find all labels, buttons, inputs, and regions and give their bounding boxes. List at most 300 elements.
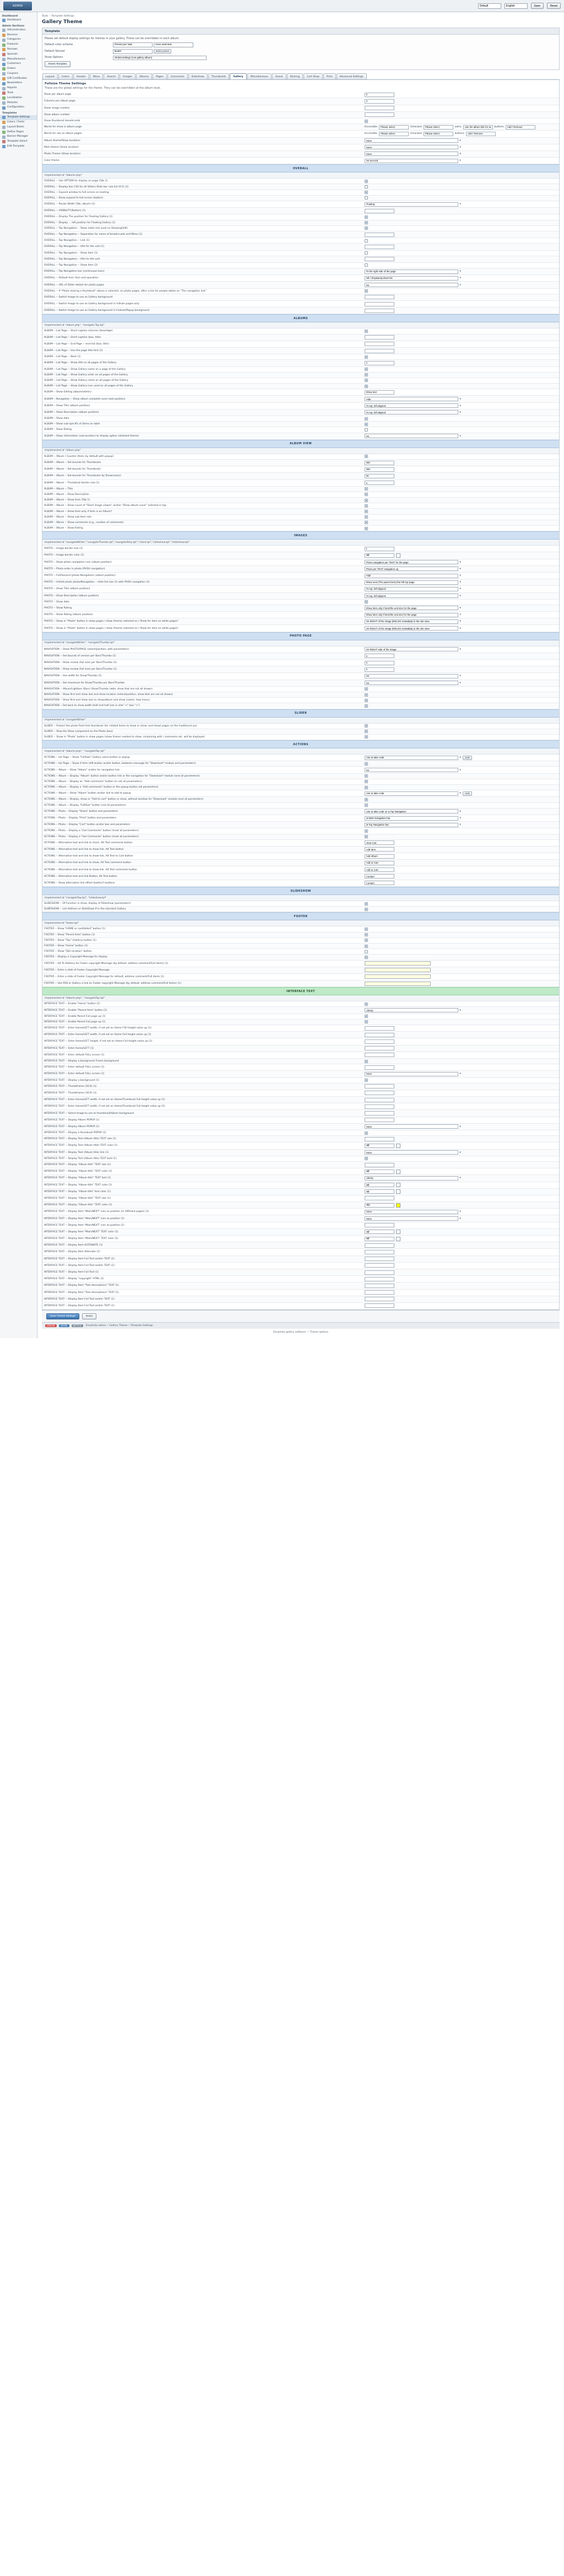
- section-9-setting-7-label: INTERFACE TEXT -- Enter Home/LEFT (1): [42, 1045, 363, 1052]
- main-setting-3-input[interactable]: [365, 112, 394, 117]
- section-3-setting-7-select[interactable]: [365, 594, 458, 598]
- section-0-setting-16-label: OVERALL -- Default font, face and operation: [42, 275, 363, 282]
- section-9-setting-0-checkbox[interactable]: [365, 1003, 368, 1006]
- main-setting-5-sub-input-3[interactable]: [506, 125, 535, 130]
- section-0-setting-6-checkbox[interactable]: [365, 215, 368, 219]
- section-4-setting-1-input[interactable]: [365, 654, 394, 658]
- tab-comments[interactable]: Comments: [167, 73, 188, 79]
- section-9-setting-26-input[interactable]: [365, 1170, 394, 1174]
- section-9-setting-22-color-swatch[interactable]: [396, 1144, 400, 1148]
- main-setting-2-input[interactable]: [365, 106, 394, 110]
- section-1-setting-15-checkbox[interactable]: [365, 423, 368, 426]
- sidebar-item-define-pages[interactable]: [0, 130, 37, 134]
- sidebar-item-newsletters[interactable]: [0, 81, 37, 86]
- sidebar-item-reviews[interactable]: [0, 47, 37, 52]
- tab-thumbnails[interactable]: Thumbnails: [208, 73, 230, 79]
- section-9-setting-10-input[interactable]: [365, 1065, 394, 1070]
- section-2-setting-11-checkbox[interactable]: [365, 521, 368, 524]
- tab-menu[interactable]: Menu: [90, 73, 104, 79]
- section-3-setting-6-select[interactable]: [365, 587, 458, 591]
- reset-template-button[interactable]: Reset Template: [45, 61, 70, 67]
- sidebar-item-template-select[interactable]: [0, 139, 37, 144]
- section-5-setting-0-checkbox[interactable]: [365, 724, 368, 727]
- section-9-setting-15-cell: [363, 1097, 559, 1103]
- section-9-setting-11-select[interactable]: [365, 1072, 458, 1076]
- main-setting-5-sub-input-0[interactable]: [379, 125, 409, 130]
- topbar-save-button[interactable]: Save: [531, 3, 544, 9]
- section-3-setting-5-select[interactable]: [365, 580, 458, 585]
- section-9-setting-28-input[interactable]: [365, 1183, 394, 1187]
- main-setting-5-sub-input-2[interactable]: [463, 125, 493, 130]
- section-4-setting-9-checkbox[interactable]: [365, 704, 368, 708]
- section-6-setting-0-select[interactable]: [365, 756, 458, 760]
- section-1-setting-1-input[interactable]: [365, 335, 394, 339]
- section-0-setting-7-checkbox[interactable]: [365, 221, 368, 224]
- section-0-setting-1-checkbox[interactable]: [365, 185, 368, 188]
- tab-sharing[interactable]: Sharing: [287, 73, 303, 79]
- section-6-setting-6-extra-button[interactable]: code: [463, 791, 472, 796]
- section-0-setting-9-input[interactable]: [365, 233, 394, 237]
- section-9-setting-29-color-swatch[interactable]: [396, 1189, 400, 1194]
- section-3-setting-4-cell: [363, 572, 559, 579]
- section-7-setting-0-checkbox[interactable]: [365, 902, 368, 906]
- main-setting-8-select[interactable]: [365, 145, 458, 149]
- section-0-setting-3-checkbox[interactable]: [365, 196, 368, 200]
- section-4-setting-3-label: NAVIGATION -- Show review (full size) per Bars/Thumbs (1): [42, 666, 363, 673]
- section-1-setting-3-input[interactable]: [365, 349, 394, 353]
- settings-row: [42, 1083, 559, 1090]
- chevron-down-icon: ▾: [459, 203, 461, 206]
- section-6-setting-0-extra-button[interactable]: code: [463, 756, 472, 760]
- main-setting-6-label: Words for use on album pages: [42, 131, 363, 137]
- section-3-setting-3-select[interactable]: [365, 567, 458, 571]
- section-9-setting-25-input[interactable]: [365, 1163, 394, 1167]
- section-9-setting-18-control: [365, 1118, 557, 1122]
- settings-row: [42, 612, 559, 618]
- sidebar-item-template-settings[interactable]: [0, 115, 37, 120]
- section-1-setting-12-select[interactable]: [365, 403, 458, 408]
- section-3-setting-12-select[interactable]: [365, 626, 458, 630]
- section-9-setting-16-input[interactable]: [365, 1104, 394, 1109]
- section-8-setting-5-checkbox[interactable]: [365, 956, 368, 959]
- section-0-setting-8-checkbox[interactable]: [365, 227, 368, 230]
- section-3-setting-0-input[interactable]: [365, 547, 394, 551]
- section-6-setting-2-select[interactable]: [365, 768, 458, 772]
- section-2-setting-4-input[interactable]: [365, 481, 394, 485]
- section-5-setting-2-checkbox[interactable]: [365, 735, 368, 739]
- section-0-setting-14-checkbox[interactable]: [365, 263, 368, 267]
- section-9-setting-9-checkbox[interactable]: [365, 1060, 368, 1063]
- section-2-setting-12-checkbox[interactable]: [365, 527, 368, 530]
- section-4-setting-0-select[interactable]: [365, 647, 458, 651]
- sidebar-item-categories[interactable]: [0, 37, 37, 42]
- section-9-setting-28-color-swatch[interactable]: [396, 1183, 400, 1187]
- default-color-scheme-select[interactable]: [113, 42, 153, 47]
- tab-header[interactable]: Header: [73, 73, 89, 79]
- section-0-setting-8-cell: [363, 225, 559, 231]
- show-options-select[interactable]: [113, 56, 207, 60]
- section-0-setting-18-checkbox[interactable]: [365, 289, 368, 293]
- sidebar-item-manufacturers[interactable]: [0, 57, 37, 62]
- section-9-setting-3-checkbox[interactable]: [365, 1020, 368, 1023]
- section-2-setting-1-input[interactable]: [365, 461, 394, 465]
- main-setting-5-sub-input-1[interactable]: [424, 125, 453, 130]
- section-3-setting-4-select[interactable]: [365, 574, 458, 578]
- main-setting-5-cell: [363, 124, 559, 131]
- section-9-setting-14-input[interactable]: [365, 1091, 394, 1095]
- section-1-setting-0-checkbox[interactable]: [365, 330, 368, 333]
- section-9-setting-4-cell: [363, 1025, 559, 1032]
- section-6-setting-9-select[interactable]: [365, 809, 458, 813]
- section-6-setting-4-checkbox[interactable]: [365, 780, 368, 783]
- section-6-setting-19-control: [365, 874, 557, 879]
- settings-row: [42, 150, 559, 157]
- sidebar-item-configuration[interactable]: [0, 105, 37, 110]
- section-9-setting-7-input[interactable]: [365, 1046, 394, 1050]
- section-3-setting-1-control: [365, 553, 557, 558]
- settings-row: [42, 1136, 559, 1143]
- section-6-setting-2-label: ACTIONS -- Album -- Show "Album" and/or for navigation link: [42, 767, 363, 773]
- section-4-setting-3-input[interactable]: [365, 667, 394, 672]
- section-9-setting-5-input[interactable]: [365, 1033, 394, 1037]
- section-9-setting-19-select[interactable]: [365, 1124, 458, 1129]
- main-setting-1-input[interactable]: [365, 99, 394, 104]
- section-2-setting-3-input[interactable]: [365, 474, 394, 478]
- section-1-setting-10-input[interactable]: [365, 390, 394, 395]
- section-0-setting-19-input[interactable]: [365, 295, 394, 299]
- section-8-setting-2-checkbox[interactable]: [365, 939, 368, 942]
- section-9-setting-43-input[interactable]: [365, 1284, 394, 1288]
- section-9-setting-27-select[interactable]: [365, 1176, 458, 1181]
- settings-row: [42, 389, 559, 396]
- section-9-setting-34-input[interactable]: [365, 1223, 394, 1227]
- settings-row: [42, 734, 559, 740]
- section-3-setting-1-color-swatch[interactable]: [396, 553, 400, 558]
- section-3-setting-4-control: [365, 574, 557, 578]
- section-9-setting-35-color-swatch[interactable]: [396, 1230, 400, 1234]
- section-2-setting-5-checkbox[interactable]: [365, 487, 368, 491]
- section-9-setting-39-input[interactable]: [365, 1257, 394, 1261]
- sidebar-item-colors-fonts[interactable]: [0, 120, 37, 125]
- tab-print[interactable]: Print: [323, 73, 336, 79]
- tab-cart-shop[interactable]: Cart Shop: [303, 73, 323, 79]
- main-setting-4-checkbox[interactable]: [365, 120, 368, 123]
- section-9-setting-21-input[interactable]: [365, 1137, 394, 1141]
- section-0-setting-13-cell: [363, 256, 559, 262]
- section-1-setting-14-checkbox[interactable]: [365, 417, 368, 421]
- section-9-setting-2-checkbox[interactable]: [365, 1015, 368, 1018]
- tab-miscellaneous[interactable]: Miscellaneous: [247, 73, 272, 79]
- sidebar-item-products[interactable]: [0, 42, 37, 47]
- section-6-setting-10-select[interactable]: [365, 816, 458, 821]
- section-1-setting-7-checkbox[interactable]: [365, 373, 368, 376]
- section-3-setting-1-input[interactable]: [365, 553, 394, 558]
- sidebar-item-coupons[interactable]: [0, 72, 37, 77]
- section-8-setting-1-checkbox[interactable]: [365, 933, 368, 936]
- section-2-setting-0-checkbox[interactable]: [365, 455, 368, 458]
- section-1-setting-4-checkbox[interactable]: [365, 355, 368, 359]
- section-6-setting-11-cell: [363, 822, 559, 828]
- main-setting-6-sub-input-0[interactable]: [379, 132, 409, 136]
- main-setting-9-select[interactable]: [365, 152, 458, 156]
- section-6-setting-19-cell: [363, 873, 559, 880]
- section-3-setting-10-select[interactable]: [365, 613, 458, 617]
- section-1-setting-13-select[interactable]: [365, 410, 458, 414]
- section-1-setting-9-checkbox[interactable]: [365, 385, 368, 388]
- section-4-setting-8-checkbox[interactable]: [365, 699, 368, 702]
- sidebar-item-specials[interactable]: [0, 52, 37, 57]
- topbar-lang-input[interactable]: [505, 3, 528, 9]
- reset-button[interactable]: Reset: [82, 1313, 97, 1319]
- section-1-setting-6-checkbox[interactable]: [365, 368, 368, 371]
- section-9-setting-24-checkbox[interactable]: [365, 1157, 368, 1160]
- section-6-setting-11-select[interactable]: [365, 823, 458, 827]
- section-0-setting-4-select[interactable]: [365, 202, 458, 207]
- section-4-setting-4-select[interactable]: [365, 674, 458, 678]
- section-1-setting-16-checkbox[interactable]: [365, 428, 368, 432]
- banner-icon: [2, 34, 6, 37]
- main-setting-6-sub-label-0: Accessible: [364, 132, 378, 136]
- section-4-setting-5-select[interactable]: [365, 681, 458, 685]
- section-3-setting-2-select[interactable]: [365, 560, 458, 564]
- section-0-setting-4-control: [365, 202, 557, 207]
- section-9-setting-20-checkbox[interactable]: [365, 1131, 368, 1135]
- section-6-setting-14-input[interactable]: [365, 840, 394, 845]
- section-9-setting-13-input[interactable]: [365, 1084, 394, 1088]
- tab-social[interactable]: Social: [272, 73, 286, 79]
- section-4-setting-9-label: NAVIGATION -- Set back to show width (half and half size in side "<" box ">"): [42, 703, 363, 709]
- section-6-setting-3-checkbox[interactable]: [365, 774, 368, 778]
- sidebar-item-administrators[interactable]: [0, 28, 37, 33]
- section-1-setting-11-select[interactable]: [365, 397, 458, 401]
- section-9-setting-42-input[interactable]: [365, 1277, 394, 1281]
- sidebar-item-localization[interactable]: [0, 96, 37, 101]
- section-9-setting-33-select[interactable]: [365, 1216, 458, 1221]
- section-3-setting-9-select[interactable]: [365, 606, 458, 610]
- section-6-setting-13-checkbox[interactable]: [365, 835, 368, 838]
- section-3-setting-11-select[interactable]: [365, 619, 458, 624]
- section-9-setting-23-select[interactable]: [365, 1150, 458, 1155]
- section-9-setting-37-input[interactable]: [365, 1243, 394, 1248]
- section-0-setting-11-input[interactable]: [365, 245, 394, 249]
- section-7-setting-1-checkbox[interactable]: [365, 908, 368, 911]
- sidebar-item-edit-template[interactable]: [0, 144, 37, 149]
- tab-gallery[interactable]: Gallery: [230, 73, 246, 79]
- sidebar-item-layout-boxes[interactable]: [0, 125, 37, 130]
- section-4-setting-5-cell: [363, 680, 559, 686]
- section-9-setting-18-input[interactable]: [365, 1118, 394, 1122]
- settings-row: [42, 466, 559, 473]
- section-8-setting-9-input[interactable]: [365, 982, 431, 986]
- section-5-setting-1-checkbox[interactable]: [365, 730, 368, 733]
- section-9-setting-40-input[interactable]: [365, 1263, 394, 1268]
- section-6-setting-5-control: [365, 786, 557, 789]
- section-9-setting-8-input[interactable]: [365, 1053, 394, 1057]
- sidebar-item-reports[interactable]: [0, 86, 37, 91]
- main-setting-6-sub-input-2[interactable]: [466, 132, 496, 136]
- main-setting-10-select[interactable]: [365, 159, 458, 163]
- section-8-setting-0-checkbox[interactable]: [365, 928, 368, 931]
- section-0-setting-13-input[interactable]: [365, 257, 394, 261]
- tab-albums[interactable]: Albums: [136, 73, 152, 79]
- section-4-setting-2-input[interactable]: [365, 661, 394, 665]
- section-0-setting-7-cell: [363, 220, 559, 225]
- section-9-setting-6-input[interactable]: [365, 1039, 394, 1044]
- section-0-setting-0-checkbox[interactable]: [365, 180, 368, 183]
- section-9-setting-35-input[interactable]: [365, 1230, 394, 1234]
- sidebar-item-modules[interactable]: [0, 101, 37, 106]
- section-6-setting-12-checkbox[interactable]: [365, 829, 368, 833]
- section-2-setting-8-checkbox[interactable]: [365, 504, 368, 508]
- section-9-setting-29-input[interactable]: [365, 1189, 394, 1194]
- save-theme-settings-button[interactable]: Save Theme Settings: [46, 1313, 79, 1319]
- section-0-setting-5-input[interactable]: [365, 209, 394, 213]
- section-6-setting-7-checkbox[interactable]: [365, 798, 368, 801]
- section-0-setting-15-select[interactable]: [365, 270, 458, 274]
- section-6-setting-18-input[interactable]: [365, 867, 394, 872]
- section-0-setting-17-select[interactable]: [365, 283, 458, 287]
- section-9-setting-4-input[interactable]: [365, 1026, 394, 1031]
- section-6-setting-1-checkbox[interactable]: [365, 762, 368, 766]
- section-banner-2: ALBUM VIEW: [42, 440, 559, 448]
- section-4-setting-7-checkbox[interactable]: [365, 693, 368, 697]
- sidebar-item-label: Customers: [7, 62, 21, 66]
- sidebar-item-label: Coupons: [7, 72, 18, 75]
- section-9-setting-41-input[interactable]: [365, 1270, 394, 1275]
- section-9-setting-32-select[interactable]: [365, 1210, 458, 1214]
- section-0-setting-20-input[interactable]: [365, 302, 394, 306]
- section-8-setting-4-checkbox[interactable]: [365, 950, 368, 953]
- section-8-setting-8-input[interactable]: [365, 974, 431, 979]
- main-setting-6-sub-input-1[interactable]: [424, 132, 453, 136]
- tab-advanced-settings[interactable]: Advanced Settings: [337, 73, 367, 79]
- chevron-down-icon: ▾: [459, 810, 461, 813]
- section-9-setting-44-input[interactable]: [365, 1290, 394, 1295]
- section-6-setting-16-input[interactable]: [365, 854, 394, 859]
- section-9-setting-31-input[interactable]: [365, 1203, 394, 1208]
- section-2-setting-11-label: ALBUM -- Album -- Show comments (e.g., number of comments): [42, 520, 363, 525]
- sidebar-item-dashboard[interactable]: [0, 18, 37, 23]
- section-8-setting-3-checkbox[interactable]: [365, 945, 368, 948]
- section-9-setting-30-label: INTERFACE TEXT -- Display "Album title" TEXT size (1): [42, 1195, 363, 1201]
- section-0-setting-10-checkbox[interactable]: [365, 239, 368, 242]
- section-6-setting-20-input[interactable]: [365, 881, 394, 885]
- section-0-setting-2-checkbox[interactable]: [365, 191, 368, 194]
- section-2-setting-10-label: ALBUM -- Album -- Show sub-item size: [42, 514, 363, 520]
- section-2-setting-10-checkbox[interactable]: [365, 515, 368, 519]
- section-6-setting-1-label: ACTIONS -- Ink Page -- Show if item (left button and/or button, between message for "Download" module and parameters): [42, 761, 363, 767]
- default-color-scheme-extra[interactable]: [154, 42, 193, 47]
- section-1-setting-14-label: ALBUM -- Show date: [42, 416, 363, 422]
- section-8-setting-6-input[interactable]: [365, 961, 431, 966]
- section-1-setting-5-input[interactable]: [365, 361, 394, 365]
- section-2-setting-9-checkbox[interactable]: [365, 510, 368, 513]
- section-6-setting-17-input[interactable]: [365, 861, 394, 865]
- section-6-setting-8-control: [365, 804, 557, 807]
- sidebar-group-title-1: Admin Sections: [2, 24, 25, 28]
- topbar-reset-button[interactable]: Reset: [547, 3, 561, 9]
- section-9-setting-30-input[interactable]: [365, 1196, 394, 1200]
- tab-layout[interactable]: Layout: [42, 73, 58, 79]
- section-6-setting-15-input[interactable]: [365, 847, 394, 852]
- section-9-setting-23-label: INTERFACE TEXT -- Display Text (Album title) link (1): [42, 1149, 363, 1156]
- section-3-setting-8-checkbox[interactable]: [365, 600, 368, 603]
- section-8-setting-7-input[interactable]: [365, 968, 431, 972]
- section-2-setting-6-checkbox[interactable]: [365, 493, 368, 496]
- sidebar-item-banner-manager[interactable]: [0, 134, 37, 139]
- section-1-setting-17-select[interactable]: [365, 434, 458, 438]
- section-9-setting-15-input[interactable]: [365, 1098, 394, 1102]
- section-1-setting-1-control: [365, 335, 557, 339]
- section-6-setting-13-control: [365, 835, 557, 838]
- sidebar-item-tools[interactable]: [0, 91, 37, 96]
- sidebar-item-banners[interactable]: [0, 33, 37, 38]
- section-8-setting-8-cell: [363, 973, 559, 980]
- section-6-setting-6-select[interactable]: [365, 791, 458, 796]
- section-2-setting-1-label: ALBUM -- Album -- Set bounds for Thumbnails: [42, 459, 363, 466]
- section-0-setting-21-input[interactable]: [365, 309, 394, 313]
- section-2-setting-7-checkbox[interactable]: [365, 499, 368, 502]
- main-setting-0-input[interactable]: [365, 93, 394, 97]
- tab-images[interactable]: Images: [120, 73, 135, 79]
- main-setting-0-cell: [363, 91, 559, 98]
- section-6-setting-12-control: [365, 829, 557, 833]
- section-6-setting-5-checkbox[interactable]: [365, 786, 368, 789]
- section-9-setting-17-input[interactable]: [365, 1111, 394, 1115]
- section-9-setting-45-input[interactable]: [365, 1297, 394, 1301]
- topbar-theme-input[interactable]: [478, 3, 501, 9]
- section-9-setting-36-input[interactable]: [365, 1237, 394, 1241]
- section-9-setting-46-input[interactable]: [365, 1303, 394, 1308]
- default-skinset-select[interactable]: [113, 49, 153, 54]
- section-9-setting-31-color-swatch[interactable]: [396, 1203, 400, 1208]
- select-preset-button[interactable]: Select preset: [154, 49, 171, 53]
- section-1-setting-2-input[interactable]: [365, 342, 394, 346]
- section-9-setting-22-input[interactable]: [365, 1144, 394, 1148]
- main-setting-7-select[interactable]: [365, 138, 458, 143]
- section-9-setting-12-checkbox[interactable]: [365, 1079, 368, 1082]
- sidebar-item-gift-certificates[interactable]: [0, 77, 37, 82]
- section-0-setting-12-checkbox[interactable]: [365, 251, 368, 255]
- section-9-setting-8-control: [365, 1053, 557, 1057]
- sidebar-item-orders[interactable]: [0, 67, 37, 72]
- chevron-down-icon: ▾: [459, 411, 461, 414]
- tab-slideshow[interactable]: Slideshow: [188, 73, 208, 79]
- section-6-setting-8-checkbox[interactable]: [365, 804, 368, 807]
- settings-row: [42, 599, 559, 605]
- section-4-setting-6-checkbox[interactable]: [365, 687, 368, 691]
- section-2-setting-2-input[interactable]: [365, 467, 394, 472]
- section-9-setting-1-select[interactable]: [365, 1008, 458, 1012]
- section-9-setting-26-color-swatch[interactable]: [396, 1170, 400, 1174]
- section-9-setting-8-label: INTERFACE TEXT -- Enter default FULL screen (1): [42, 1052, 363, 1058]
- section-table-5: [42, 724, 559, 741]
- settings-row: [42, 1242, 559, 1249]
- settings-row: [42, 1077, 559, 1083]
- section-6-setting-9-control: [365, 809, 557, 813]
- tab-colors[interactable]: Colors: [58, 73, 73, 79]
- section-9-setting-38-input[interactable]: [365, 1250, 394, 1254]
- section-1-setting-8-checkbox[interactable]: [365, 379, 368, 382]
- section-9-setting-36-color-swatch[interactable]: [396, 1237, 400, 1241]
- section-3-setting-9-label: PHOTO -- Show Rating: [42, 605, 363, 611]
- section-0-setting-16-select[interactable]: [365, 276, 458, 281]
- section-0-setting-1-control: [365, 185, 557, 188]
- section-6-setting-19-input[interactable]: [365, 874, 394, 879]
- tab-pages[interactable]: Pages: [153, 73, 167, 79]
- tab-search[interactable]: Search: [104, 73, 119, 79]
- sidebar-item-customers[interactable]: [0, 62, 37, 67]
